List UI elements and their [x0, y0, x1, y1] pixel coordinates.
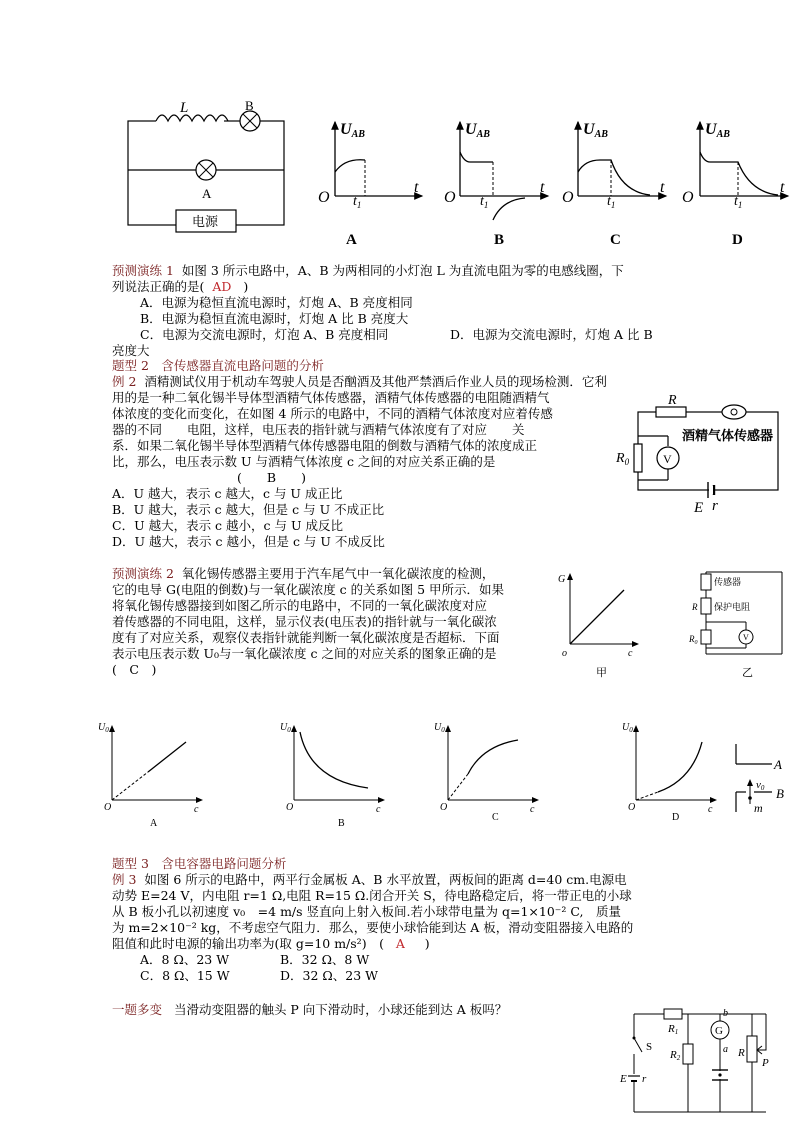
svg-text:UAB: UAB: [465, 121, 490, 140]
option-graph-c: [434, 722, 538, 823]
practice-2-line-4: 着传感器的不同电阻，这样，显示仪表(电压表)的指针就与一氧化碳浓: [112, 614, 497, 629]
option-graph-d: [622, 722, 716, 823]
svg-text:r: r: [642, 1073, 647, 1085]
label-B: B: [245, 98, 254, 113]
option-graph-a: [98, 722, 202, 829]
example-3-option-b: B．32 Ω、8 W: [280, 952, 370, 967]
practice-2-answer: ( C ): [112, 662, 157, 677]
example-3-line-3: 从 B 板小孔以初速度 v₀ =4 m/s 竖直向上射入板间.若小球带电量为 q=1×10⁻² C, 质量: [112, 904, 621, 919]
svg-text:O: O: [318, 189, 330, 206]
variant-question: 一题多变 当滑动变阻器的触头 P 向下滑动时，小球还能到达 A 板吗？: [112, 1002, 508, 1017]
example-2-option-c: C．U 越大，表示 c 越小，c 与 U 成反比: [112, 518, 343, 533]
example-2-option-d: D．U 越大，表示 c 越小，但是 c 与 U 不成反比: [112, 534, 385, 549]
svg-text:U0: $U_0$: [434, 722, 445, 734]
practice-1-answer: AD: [212, 279, 232, 294]
example-3-line-5: 阻值和此时电源的输出功率为(取 g=10 m/s²) ( A ): [112, 936, 430, 951]
practice-2-line-3: 将氧化锡传感器接到如图乙所示的电路中，不同的一氧化碳浓度对应: [112, 598, 488, 613]
svg-text:G: G: [715, 1025, 723, 1037]
svg-text:S: S: [646, 1041, 653, 1053]
svg-text:m: m: [754, 801, 763, 815]
svg-text:V: V: [743, 633, 749, 642]
svg-text:t1: $t_1$: [353, 194, 362, 210]
label-L: L: [180, 100, 189, 116]
svg-text:t: t: [660, 179, 665, 196]
svg-text:v0: v0: [756, 779, 765, 792]
svg-text:c: c: [708, 804, 713, 815]
svg-text:E: E: [694, 500, 704, 516]
capacitor-circuit-figure: [616, 1002, 786, 1118]
svg-text:t1: $t_1$: [480, 194, 489, 210]
example-3-option-c: C．8 Ω、15 W: [140, 968, 230, 983]
practice-1-line-2: 列说法正确的是( AD ): [112, 279, 249, 294]
svg-text:甲: 甲: [596, 667, 607, 679]
svg-text:G: G: [558, 574, 566, 585]
svg-text:O: O: [104, 802, 112, 813]
svg-text:o: o: [562, 648, 567, 659]
practice-1-option-b: B．电源为稳恒直流电源时，灯炮 A 比 B 亮度大: [140, 311, 409, 326]
graph-c: [562, 121, 666, 248]
graph-b: [444, 121, 548, 248]
example-3-option-d: D．32 Ω、23 W: [280, 968, 378, 983]
example-2-line-5: 系．如果二氧化锡半导体型酒精气体传感器电阻的倒数与酒精气体的浓度成正: [112, 438, 538, 453]
section-title-type-3: 题型 3 含电容器电路问题分析: [112, 856, 287, 871]
svg-text:R0: $R_0$: [616, 451, 630, 467]
svg-text:b: b: [723, 1008, 728, 1019]
example-3-answer: A: [395, 936, 405, 951]
svg-text:R2: R2: [670, 1049, 681, 1062]
svg-text:UAB: UAB: [583, 121, 608, 140]
example-3-line-4: 为 m=2×10⁻² kg，不考虑空气阻力．那么，要使小球恰能到达 A 板，滑动变阻器接入电路的: [112, 920, 634, 935]
svg-text:c: c: [628, 648, 633, 659]
svg-text:r: r: [712, 498, 718, 514]
example-2-line-1: 例 2 酒精测试仪用于机动车驾驶人员是否酗酒及其他严禁酒后作业人员的现场检测．它利: [112, 374, 607, 389]
sensor-label: 酒精气体传感器: [682, 428, 774, 443]
svg-text:t1: $t_1$: [734, 194, 743, 210]
label-A: A: [202, 186, 212, 201]
svg-text:c: c: [530, 804, 535, 815]
graph-b-label: B: [494, 232, 505, 248]
svg-text:R1: R1: [668, 1023, 679, 1036]
graph-a-label: A: [346, 232, 357, 248]
svg-text:O: O: [562, 189, 574, 206]
practice-2-line-6: 表示电压表示数 U₀与一氧化碳浓度 c 之间的对应关系的图象正确的是: [112, 646, 497, 661]
svg-text:a: a: [723, 1044, 728, 1055]
svg-text:R0: $R_0$: [689, 634, 698, 646]
svg-text:UAB: UAB: [340, 121, 365, 140]
svg-text:乙: 乙: [742, 667, 753, 679]
practice-1-option-c: C．电源为交流电源时，灯泡 A、B 亮度相同: [140, 327, 389, 342]
svg-text:t: t: [414, 179, 419, 196]
svg-text:U0: $U_0$: [280, 722, 291, 734]
example-2-answer: ( B ): [237, 470, 306, 485]
practice-1-option-d: D．电源为交流电源时，灯炮 A 比 B: [450, 327, 653, 342]
svg-text:B: B: [776, 786, 784, 801]
example-3-line-2: 动势 E=24 V，内电阻 r=1 Ω,电阻 R=15 Ω.闭合开关 S，待电路稳定后，将一带正电的小球: [112, 888, 632, 903]
svg-text:D: D: [672, 812, 680, 823]
svg-text:O: O: [440, 802, 448, 813]
figure-yi-sensor-circuit: [686, 566, 786, 682]
svg-text:O: O: [444, 189, 456, 206]
svg-text:c: c: [194, 804, 199, 815]
example-3-line-1: 例 3 如图 6 所示的电路中，两平行金属板 A、B 水平放置，两板间的距离 d=40 cm.电源电: [112, 872, 627, 887]
svg-text:t: t: [540, 179, 545, 196]
svg-text:R: R: [692, 602, 698, 612]
parallel-plates-figure: [732, 740, 792, 820]
svg-text:P: P: [762, 1057, 769, 1069]
svg-text:A: A: [774, 757, 782, 772]
practice-1-line-1: 预测演练 1 如图 3 所示电路中，A、B 为两相同的小灯泡 L 为直流电阻为零的电感线圈，下: [112, 263, 624, 278]
example-2-line-2: 用的是一种二氧化锡半导体型酒精气体传感器，酒精气体传感器的电阻随酒精气: [112, 390, 550, 405]
svg-text:R: R: [668, 393, 677, 408]
graph-c-label: C: [610, 232, 621, 248]
practice-1-option-d-cont: 亮度大: [112, 343, 150, 358]
figure-jia-g-vs-c: [556, 566, 646, 682]
svg-text:O: O: [628, 802, 636, 813]
svg-text:O: O: [286, 802, 294, 813]
example-3-option-a: A．8 Ω、23 W: [140, 952, 230, 967]
svg-text:A: A: [150, 818, 158, 829]
practice-1-option-a: A．电源为稳恒直流电源时，灯炮 A、B 亮度相同: [140, 295, 413, 310]
svg-text:U0: $U_0$: [622, 722, 633, 734]
option-graph-b: [280, 722, 384, 829]
practice-1-tag: 预测演练 1: [112, 263, 174, 278]
svg-text:保护电阻: 保护电阻: [714, 602, 751, 612]
graph-d: [682, 121, 788, 248]
svg-text:C: C: [492, 812, 499, 823]
graph-a: [318, 121, 422, 248]
example-2-line-6: 比，那么，电压表示数 U 与酒精气体浓度 c 之间的对应关系正确的是: [112, 454, 496, 469]
example-2-line-3: 体浓度的变化而变化，在如图 4 所示的电路中，不同的酒精气体浓度对应着传感: [112, 406, 553, 421]
svg-text:UAB: UAB: [705, 121, 730, 140]
svg-text:V: V: [663, 452, 672, 466]
svg-text:E: E: [620, 1073, 627, 1085]
example-2-line-4: 器的不同 电阻，这样，电压表的指针就与酒精气体浓度有了对应 关: [112, 422, 525, 437]
section-title-type-2: 题型 2 含传感器直流电路问题的分析: [112, 358, 324, 373]
example-2-option-b: B．U 越大，表示 c 越大，但是 c 与 U 不成正比: [112, 502, 385, 517]
u0-vs-c-graphs: [98, 716, 722, 830]
svg-text:O: O: [682, 189, 694, 206]
example-2-option-a: A．U 越大，表示 c 越大，c 与 U 成正比: [112, 486, 343, 501]
svg-text:R: R: [738, 1047, 745, 1059]
svg-text:传感器: 传感器: [714, 577, 742, 587]
alcohol-sensor-circuit: [612, 392, 790, 516]
graph-d-label: D: [732, 232, 743, 248]
svg-text:U0: $U_0$: [98, 722, 109, 734]
svg-text:t: t: [780, 179, 785, 196]
inductor-circuit-figure: [120, 98, 300, 238]
uab-graphs-figure: [310, 112, 794, 252]
label-power-source: 电源: [192, 214, 219, 229]
svg-text:B: B: [338, 818, 345, 829]
practice-2-line-2: 它的电导 G(电阻的倒数)与一氧化碳浓度 c 的关系如图 5 甲所示．如果: [112, 582, 505, 597]
practice-2-line-5: 度有了对应关系，观察仪表指针就能判断一氧化碳浓度是否超标．下面: [112, 630, 500, 645]
practice-2-line-1: 预测演练 2 氧化锡传感器主要用于汽车尾气中一氧化碳浓度的检测，: [112, 566, 495, 581]
svg-text:c: c: [376, 804, 381, 815]
svg-text:t1: $t_1$: [607, 194, 616, 210]
